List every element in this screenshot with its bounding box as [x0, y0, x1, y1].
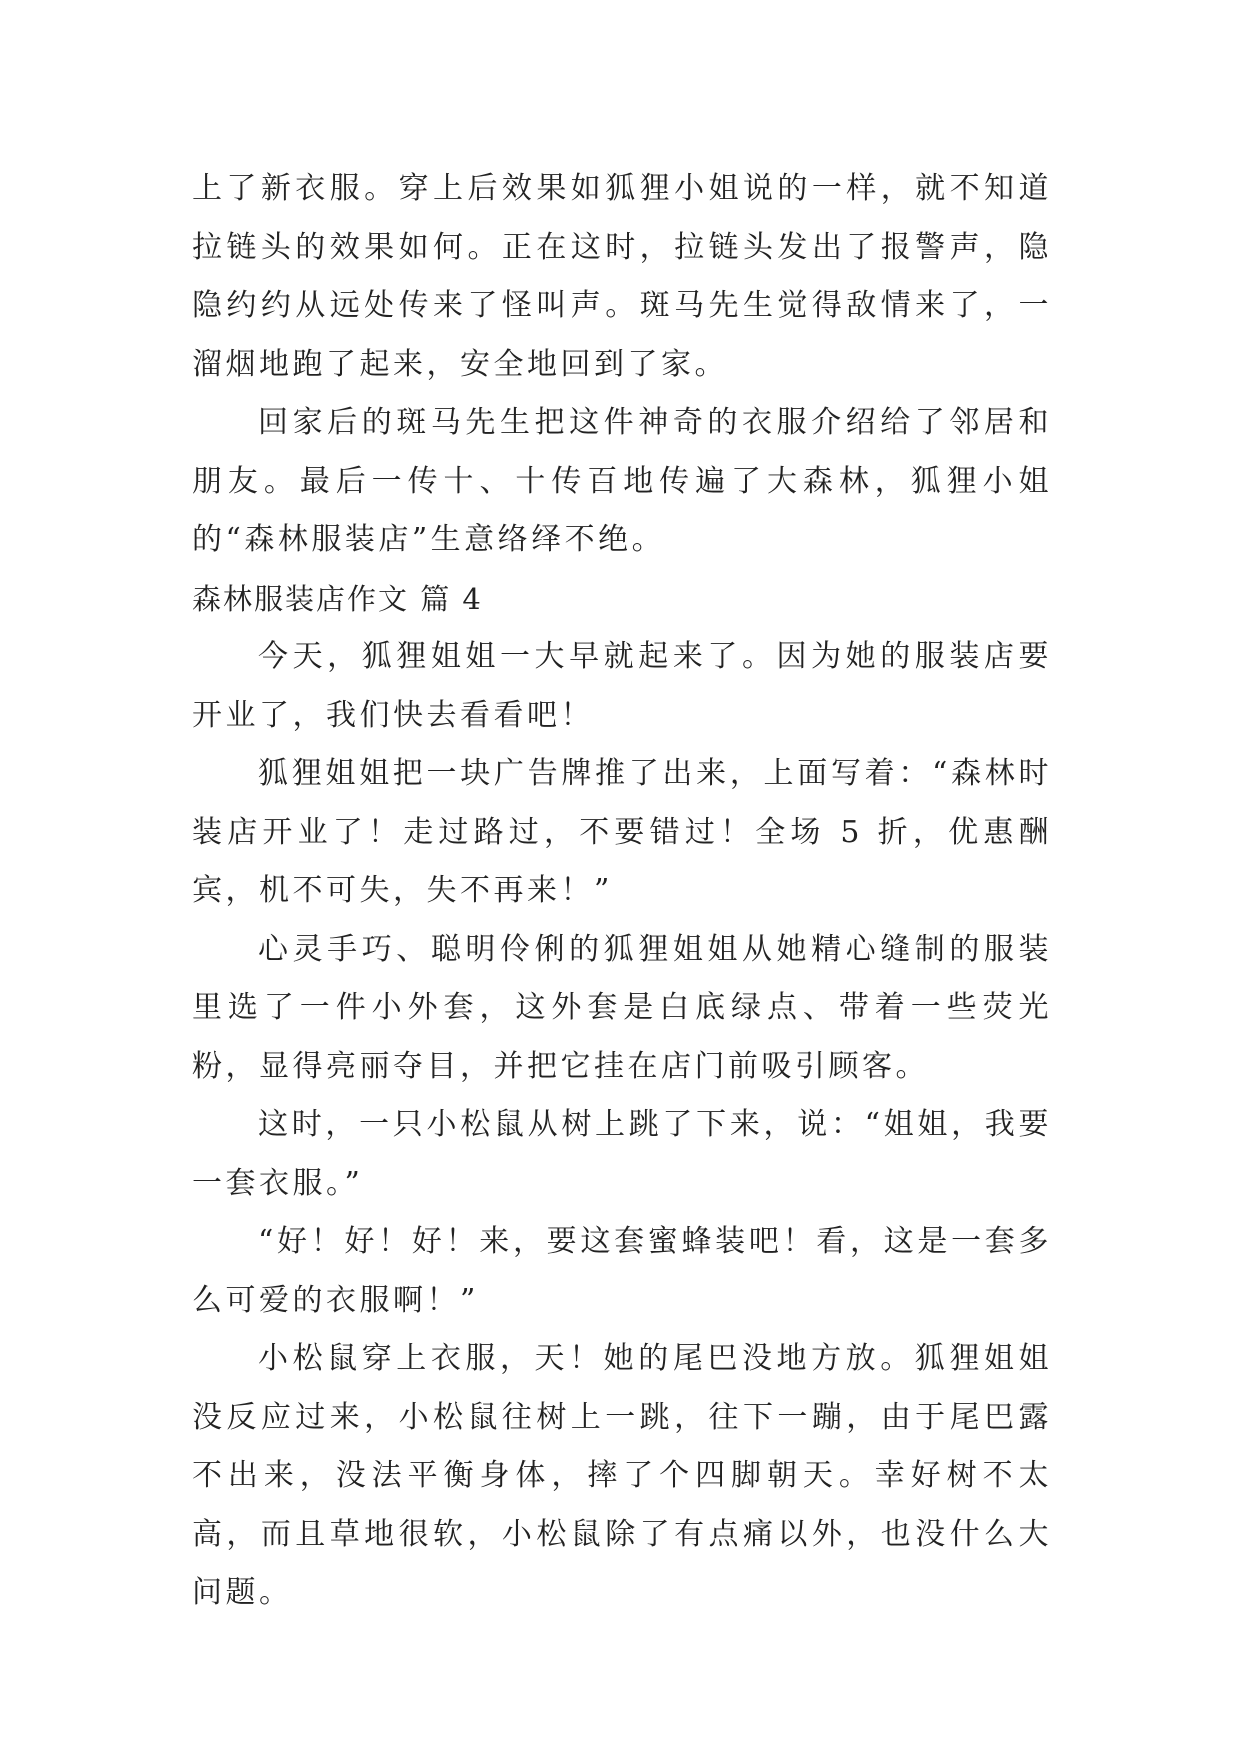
paragraph: 小松鼠穿上衣服，天！她的尾巴没地方放。狐狸姐姐没反应过来，小松鼠往树上一跳，往下一蹦，由于尾巴露不出来，没法平衡身体，摔了个四脚朝天。幸好树不太高，而且草地很软，小松鼠除了有点痛以外，也没什么大问题。 — [192, 1341, 1052, 1610]
paragraph: 狐狸姐姐把一块广告牌推了出来，上面写着：“森林时装店开业了！走过路过，不要错过！全场 5 折，优惠酬宾，机不可失，失不再来！” — [192, 756, 1052, 908]
paragraph: 回家后的斑马先生把这件神奇的衣服介绍给了邻居和朋友。最后一传十、十传百地传遍了大森林，狐狸小姐的“森林服装店”生意络绎不绝。 — [192, 405, 1052, 557]
paragraph: 这时，一只小松鼠从树上跳了下来，说：“姐姐，我要一套衣服。” — [192, 1107, 1052, 1201]
paragraph: 心灵手巧、聪明伶俐的狐狸姐姐从她精心缝制的服装里选了一件小外套，这外套是白底绿点、带着一些荧光粉，显得亮丽夺目，并把它挂在店门前吸引顾客。 — [192, 931, 1052, 1084]
paragraph: 今天，狐狸姐姐一大早就起来了。因为她的服装店要开业了，我们快去看看吧！ — [192, 639, 1052, 733]
section-heading: 森林服装店作文 篇 4 — [192, 581, 483, 616]
paragraph: “好！好！好！来，要这套蜜蜂装吧！看，这是一套多么可爱的衣服啊！” — [192, 1224, 1052, 1318]
document-body — [192, 160, 1052, 1623]
paragraph-continuation: 上了新衣服。穿上后效果如狐狸小姐说的一样，就不知道拉链头的效果如何。正在这时，拉链头发出了报警声，隐隐约约从远处传来了怪叫声。斑马先生觉得敌情来了，一溜烟地跑了起来，安全地回到了家。 — [192, 171, 1052, 382]
